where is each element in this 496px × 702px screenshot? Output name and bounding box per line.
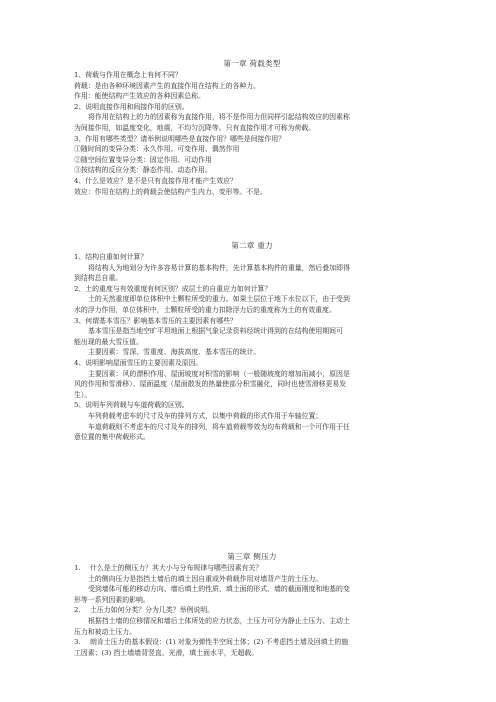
answer-line: 水的浮力作用，单位体积中，土颗粒所受的重力扣除浮力后的重度称为土的有效重度。: [74, 305, 336, 314]
answer-line: 车道荷载则不考虑车的尺寸及车的排列，将车道荷载等效为均布荷载和一个可作用于任: [88, 422, 350, 431]
question-2-4: 4、说明影响屋面雪压的主要因素及原因。: [74, 358, 203, 367]
answer-line: 将结构人为地划分为许多容易计算的基本构件，先计算基本构件的重量，然后叠加即得: [88, 263, 350, 272]
question-number: 3.: [74, 638, 81, 647]
chapter-1-section: [74, 59, 430, 197]
chapter-1-title: 第一章 荷载类型: [223, 59, 281, 68]
question-1-3: 3、作用有哪些类型？请举例说明哪些是直接作用？哪些是间接作用？: [74, 134, 286, 143]
answer-line: 荷载：是由各种环境因素产生的直接作用在结构上的各种力。: [74, 81, 261, 90]
answer-line: ③按结构的反应分类：静态作用、动态作用。: [74, 166, 212, 175]
answer-line: 受到墙体可能的移动方向、墙后填土的性质、填土面的形式、墙的截面刚度和地基的变: [88, 585, 350, 594]
answer-line: 车列荷载考虑车的尺寸及车的排列方式，以集中荷载的形式作用于车轴位置；: [88, 411, 323, 420]
answer-line: ②随空间位置变异分类：固定作用、可动作用: [74, 155, 212, 164]
answer-line: 到结构总自重。: [74, 274, 123, 283]
chapter-3-section: [74, 552, 430, 658]
answer-line: 将作用在结构上的力的因素称为直接作用，将不是作用力但同样引起结构效应的因素称: [88, 113, 350, 122]
answer-line: 主要因素：雪深、雪重度、海拔高度、基本雪压的统计。: [88, 348, 261, 357]
answer-line: 为间接作用，如温度变化，地震，不均匀沉降等。只有直接作用才可称为荷载。: [74, 123, 316, 132]
question-1-4: 4、什么是效应？是不是只有直接作用才能产生效应？: [74, 176, 237, 185]
question-3-1: [74, 563, 430, 574]
answer-line: 风的作用和雪滑移）、屋面温度（屋面散发的热量使部分积雪融化，同时也使雪滑移更易发: [74, 380, 347, 389]
question-2-2: 2、土的重度与有效重度有何区别？成层土的自重应力如何计算？: [74, 284, 272, 293]
question-2-3: 3、何谓基本雪压？影响基本雪压的主要因素有哪些？: [74, 316, 237, 325]
answer-line: ①随时间的变异分类：永久作用、可变作用、偶然作用: [74, 145, 240, 154]
question-1-2: 2、说明直接作用和间接作用的区别。: [74, 102, 189, 111]
question-3-2: [74, 605, 430, 616]
answer-line: 效应：作用在结构上的荷载会使结构产生内力、变形等。不是。: [74, 187, 267, 196]
question-number: 1.: [74, 564, 81, 572]
chapter-2-title: 第二章 重力: [231, 241, 273, 250]
answer-line: 根据挡土墙的位移情况和墙后土体所处的应力状态，土压力可分为静止土压力、主动土: [88, 616, 350, 625]
chapter-2-section: [74, 241, 430, 443]
question-text: 朗肯土压力的基本假设：(1) 对象为弹性半空间土体；(2) 不考虑挡土墙及回填土的施: [90, 638, 349, 647]
answer-line: 意位置的集中荷载形式。: [74, 433, 150, 442]
question-3-3: [74, 637, 430, 648]
answer-line: 工因素；(3) 挡土墙墙背竖直、光滑，填土面水平，无超载。: [74, 648, 259, 657]
question-2-1: 1、结构自重如何计算？: [74, 253, 148, 261]
question-1-1: 1、荷载与作用在概念上有何不同？: [74, 71, 182, 79]
answer-line: 土的天然重度即单位体积中土颗粒所受的重力。如果土层位于地下水位以下，由于受到: [88, 295, 350, 304]
question-text: 什么是土的侧压力？其大小与分布规律与哪些因素有关？: [90, 564, 263, 572]
chapter-3-title: 第三章 侧压力: [227, 552, 277, 561]
question-2-5: 5、说明车列荷载与车道荷载的区别。: [74, 401, 189, 410]
answer-line: 生）。: [74, 390, 92, 399]
answer-line: 主要因素：风的漂积作用、屋面坡度对积雪的影响（一般随坡度的增加而减小，原因是: [88, 369, 350, 378]
answer-line: 形等一系列因素的影响。: [74, 595, 150, 604]
answer-line: 作用：能使结构产生效应的各种因素总称。: [74, 92, 205, 101]
answer-line: 基本雪压是指当地空旷平坦地面上根据气象记录资料经统计得到的在结构使用期间可: [88, 327, 343, 336]
question-number: 2.: [74, 606, 81, 615]
question-text: 土压力如何分类？分为几类？举例说明。: [90, 606, 215, 615]
answer-line: 压力和被动土压力。: [74, 627, 137, 636]
answer-line: 土的侧向压力是指挡土墙后的填土因自重或外荷载作用对墙背产生的土压力。: [88, 574, 323, 583]
answer-line: 能出现的最大雪压值。: [74, 337, 143, 346]
